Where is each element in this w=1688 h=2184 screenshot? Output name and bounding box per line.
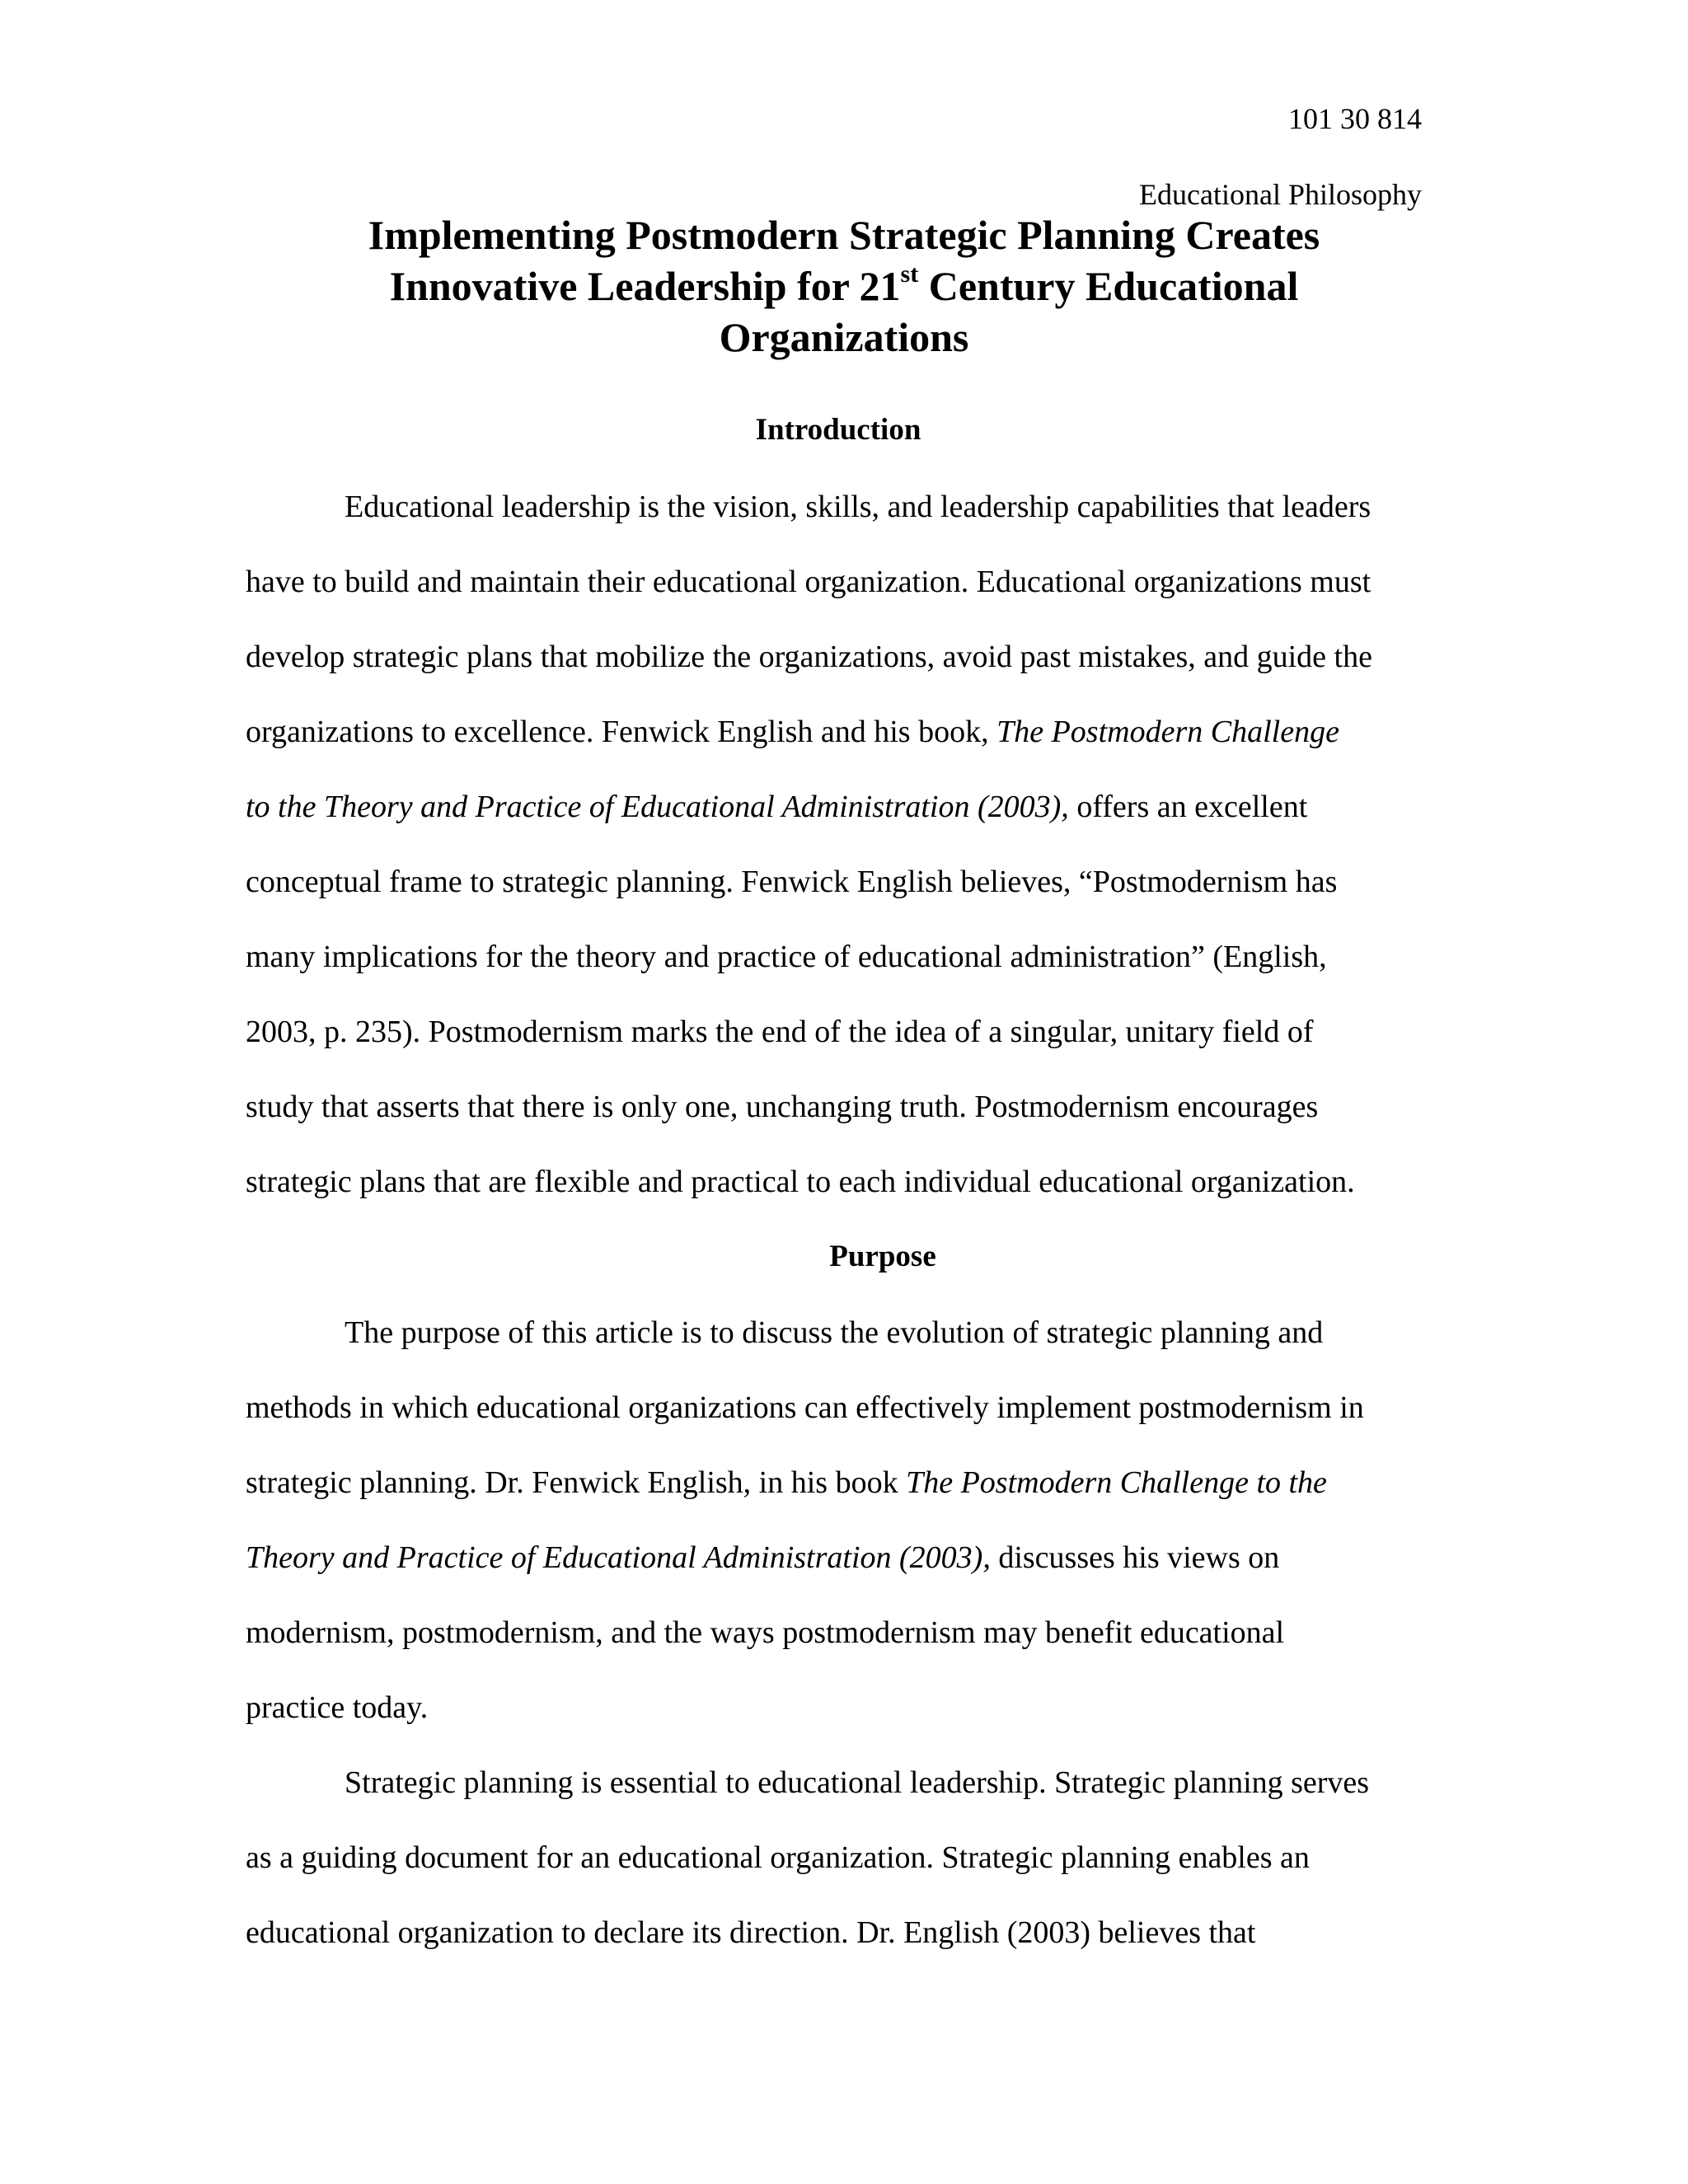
intro-line-3: develop strategic plans that mobilize the organizations, avoid past mistakes, and guide the	[246, 640, 1372, 674]
intro-line-10: strategic plans that are flexible and practical to each individual educational organization.	[246, 1165, 1355, 1199]
book-title-italic: to the Theory and Practice of Educational Administration (2003),	[246, 790, 1069, 824]
book-title-italic: The Postmodern Challenge to the	[906, 1465, 1327, 1500]
running-head-subject: Educational Philosophy	[1139, 178, 1422, 211]
book-title-italic: Theory and Practice of Educational Administration (2003),	[246, 1540, 991, 1575]
intro-line-6: conceptual frame to strategic planning. Fenwick English believes, “Postmodernism has	[246, 865, 1338, 899]
purpose-line-7: Strategic planning is essential to educational leadership. Strategic planning serves	[345, 1765, 1370, 1800]
intro-line-5-text: offers an excellent	[1068, 790, 1308, 824]
title-line-2-start: Innovative Leadership for 21	[389, 263, 901, 309]
intro-line-1: Educational leadership is the vision, skills, and leadership capabilities that leaders	[345, 490, 1372, 524]
title-superscript: st	[900, 260, 919, 288]
purpose-line-9: educational organization to declare its direction. Dr. English (2003) believes that	[246, 1915, 1256, 1950]
purpose-line-3-text: strategic planning. Dr. Fenwick English, in his book	[246, 1465, 907, 1500]
intro-line-8: 2003, p. 235). Postmodernism marks the end of the idea of a singular, unitary field of	[246, 1015, 1314, 1049]
title-line-3: Organizations	[719, 314, 969, 360]
book-title-italic: The Postmodern Challenge	[996, 715, 1339, 749]
intro-line-4-text: organizations to excellence. Fenwick English and his book,	[246, 715, 997, 749]
title-line-1: Implementing Postmodern Strategic Planning Creates	[368, 212, 1320, 258]
title-line-2-end: Century Educational	[918, 263, 1299, 309]
intro-line-2: have to build and maintain their educational organization. Educational organizations must	[246, 565, 1372, 599]
title-line-2	[0, 260, 1688, 312]
purpose-line-2: methods in which educational organizations can effectively implement postmodernism in	[246, 1390, 1364, 1425]
purpose-line-1: The purpose of this article is to discuss the evolution of strategic planning and	[345, 1315, 1324, 1350]
document-title	[0, 209, 1688, 363]
purpose-line-5: modernism, postmodernism, and the ways postmodernism may benefit educational	[246, 1615, 1285, 1650]
purpose-line-4	[246, 1539, 1279, 1577]
purpose-line-4-text: discusses his views on	[990, 1540, 1280, 1575]
page-number-header: 101 30 814	[1288, 102, 1422, 135]
purpose-line-8: as a guiding document for an educational organization. Strategic planning enables an	[246, 1840, 1310, 1875]
heading-purpose: Purpose	[829, 1240, 936, 1273]
intro-line-7: many implications for the theory and practice of educational administration” (English,	[246, 940, 1327, 974]
purpose-line-3	[246, 1464, 1327, 1502]
heading-introduction: Introduction	[755, 413, 921, 447]
intro-line-9: study that asserts that there is only one, unchanging truth. Postmodernism encourages	[246, 1090, 1319, 1124]
intro-line-5	[246, 788, 1307, 826]
purpose-line-6: practice today.	[246, 1690, 429, 1725]
intro-line-4	[246, 713, 1339, 751]
